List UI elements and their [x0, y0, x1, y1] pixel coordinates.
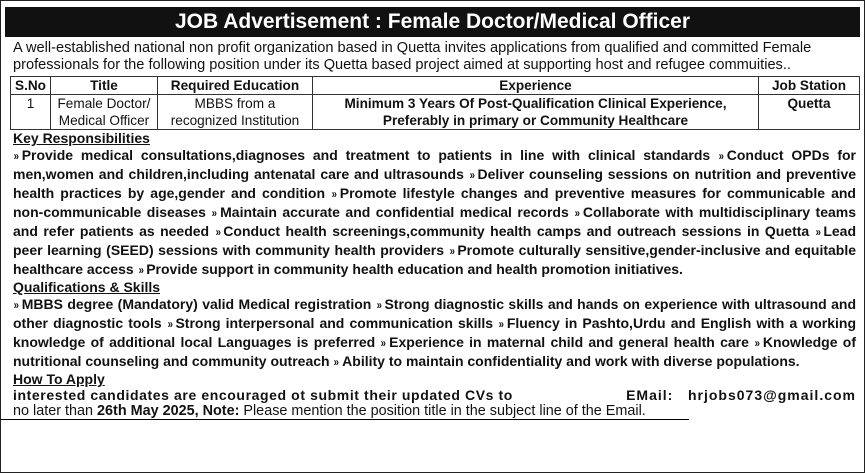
cell-education — [157, 95, 312, 130]
col-title: Title — [50, 77, 157, 95]
deadline-note — [1, 403, 689, 420]
double-arrow-bullet-icon: » — [167, 317, 173, 331]
double-arrow-bullet-icon: » — [215, 225, 221, 239]
responsibility-item: Provide support in community health education and health promotion initiatives. — [146, 261, 683, 277]
responsibility-item: Deliver counseling sessions on nutrition and preventive health practices by age,gender and condition — [13, 166, 857, 201]
advert-title: JOB Advertisement : Female Doctor/Medical Officer — [5, 7, 860, 37]
double-arrow-bullet-icon: » — [13, 298, 20, 312]
note-label: Note: — [202, 403, 240, 419]
apply-text: interested candidates are encouraged ot submit their updated CVs to — [13, 387, 513, 403]
double-arrow-bullet-icon: » — [13, 149, 20, 163]
email-address[interactable]: hrjobs073@gmail.com — [687, 387, 856, 403]
qualification-item: Fluency in Pashto,Urdu and English with a working knowledge of additional local Languages is preferred — [13, 315, 857, 350]
cell-station: Quetta — [759, 95, 860, 130]
apply-line — [1, 387, 864, 403]
col-station: Job Station — [759, 77, 860, 95]
cell-sno: 1 — [11, 95, 51, 130]
qualification-item: Ability to maintain confidentiality and work with diverse populations. — [342, 353, 800, 369]
qualifications-heading: Qualifications & Skills — [13, 279, 161, 295]
double-arrow-bullet-icon: » — [376, 298, 382, 312]
responsibility-item: Conduct health screenings,community health camps and outreach sessions in Quetta — [223, 223, 810, 239]
double-arrow-bullet-icon: » — [815, 225, 821, 239]
cell-experience-line2: Preferably in primary or Community Healthcare — [382, 113, 689, 128]
double-arrow-bullet-icon: » — [331, 187, 338, 201]
qualification-item: Knowledge of nutritional counseling and community outreach — [13, 334, 856, 369]
cell-title-line1: Female Doctor/ — [57, 96, 151, 111]
responsibility-item: Conduct OPDs for men,women and children,including antenatal care and ultrasounds — [13, 147, 856, 182]
cell-experience-line1: Minimum 3 Years Of Post-Qualification Clinical Experience, — [344, 96, 727, 111]
qualification-item: Experience in maternal child and general health care — [389, 334, 749, 350]
qualification-item: Strong diagnostic skills and hands on experience with ultrasound and other diagnostic tools — [13, 296, 856, 331]
responsibilities-list — [1, 146, 864, 279]
email-block — [626, 387, 856, 403]
apply-heading: How To Apply — [13, 371, 105, 387]
double-arrow-bullet-icon: » — [574, 206, 581, 220]
responsibility-item: Maintain accurate and confidential medical records — [220, 204, 569, 220]
double-arrow-bullet-icon: » — [718, 149, 725, 163]
deadline-prefix: no later than — [13, 403, 94, 419]
double-arrow-bullet-icon: » — [449, 244, 455, 258]
position-table — [10, 76, 860, 130]
qualifications-list — [1, 295, 864, 371]
col-education: Required Education — [157, 77, 312, 95]
responsibility-item: Provide medical consultations,diagnoses and treatment to patients in line with clinical standards — [21, 147, 711, 163]
cell-education-line2: recognized Institution — [170, 113, 300, 128]
qualification-item: MBBS degree (Mandatory) valid Medical registration — [21, 296, 372, 312]
double-arrow-bullet-icon: » — [498, 317, 505, 331]
cell-education-line1: MBBS from a — [194, 96, 276, 111]
deadline-date: 26th May 2025, — [97, 403, 199, 419]
cell-title — [50, 95, 157, 130]
double-arrow-bullet-icon: » — [381, 336, 387, 350]
responsibilities-heading: Key Responsibilities — [13, 130, 150, 146]
table-row — [11, 95, 860, 130]
note-text: Please mention the position title in the subject line of the Email. — [243, 403, 646, 419]
responsibility-item: Lead peer learning (SEED) sessions with community health providers — [13, 223, 857, 258]
double-arrow-bullet-icon: » — [138, 263, 144, 277]
col-experience: Experience — [312, 77, 758, 95]
qualification-item: Strong interpersonal and communication skills — [175, 315, 494, 331]
double-arrow-bullet-icon: » — [212, 206, 218, 220]
cell-experience — [312, 95, 758, 130]
intro-paragraph: A well-established national non profit organization based in Quetta invites applications from qualified and committed Female professionals for the following position under its Quetta based project aimed at supporting host and refugee commuities.. — [13, 40, 812, 73]
responsibility-item: Collaborate with multidisciplinary teams and refer patients as needed — [13, 204, 857, 239]
table-header-row — [11, 77, 860, 95]
col-sno: S.No — [11, 77, 51, 95]
responsibility-item: Promote culturally sensitive,gender-inclusive and equitable healthcare access — [13, 242, 857, 277]
double-arrow-bullet-icon: » — [754, 336, 761, 350]
double-arrow-bullet-icon: » — [334, 355, 340, 369]
cell-title-line2: Medical Officer — [58, 113, 150, 128]
responsibility-item: Promote lifestyle changes and preventive measures for communicable and non-communicable diseases — [13, 185, 856, 220]
email-label: EMail: — [626, 387, 674, 403]
double-arrow-bullet-icon: » — [469, 168, 475, 182]
